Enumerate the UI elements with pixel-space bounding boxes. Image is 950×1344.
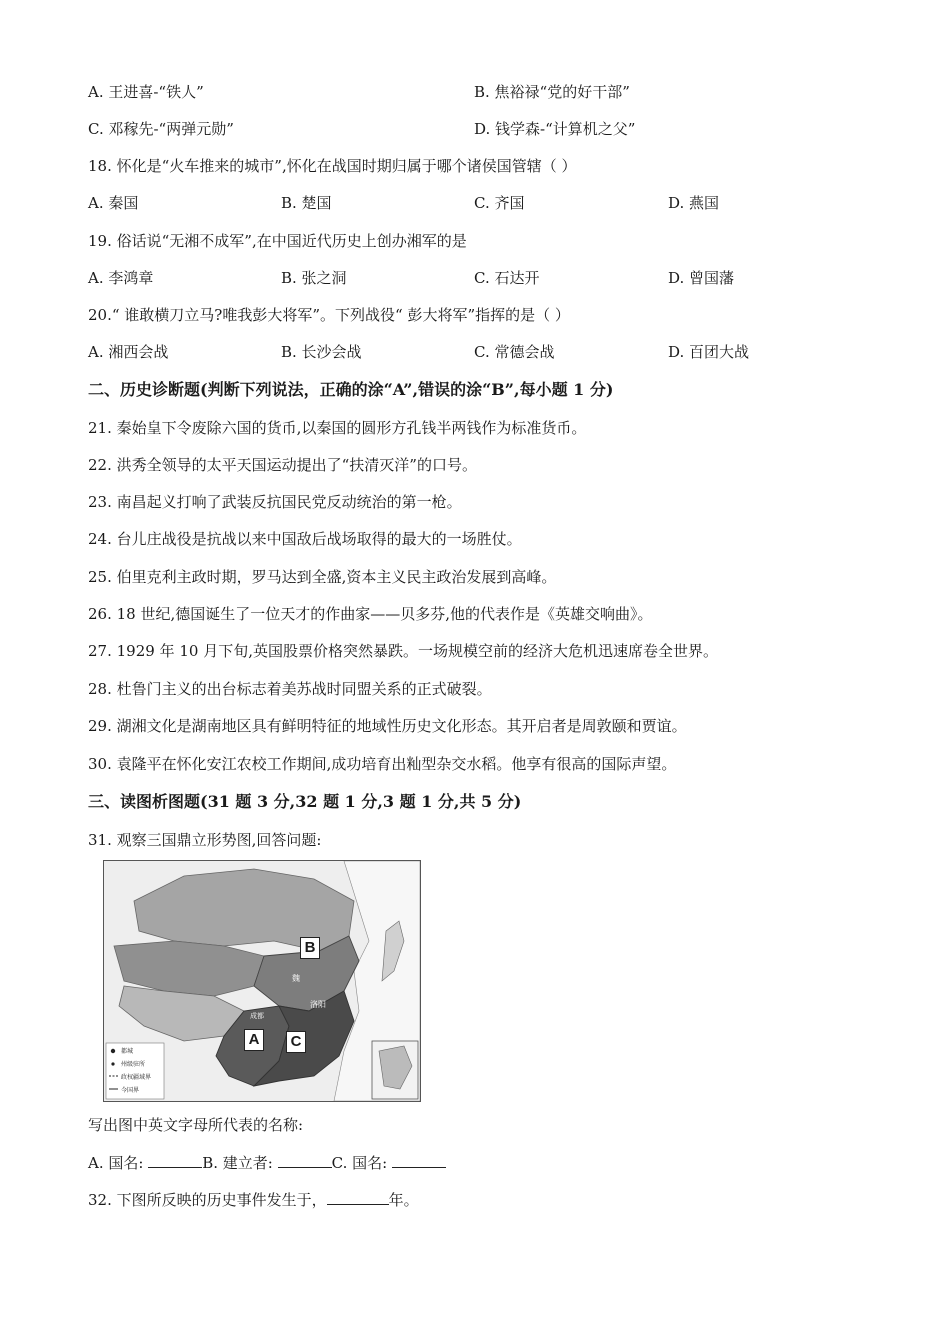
map-label-a: A	[244, 1029, 264, 1051]
q20-option-c: C. 常德会战	[474, 343, 555, 361]
q31-fill-c-label: C. 国名:	[331, 1154, 388, 1172]
judgment-21: 21. 秦始皇下令废除六国的货币,以秦国的圆形方孔钱半两钱作为标准货币。	[88, 419, 587, 437]
map-legend-seat: 州级驻所	[121, 1061, 146, 1068]
q19-option-a: A. 李鸿章	[88, 269, 154, 287]
judgment-24: 24. 台儿庄战役是抗战以来中国敌后战场取得的最大的一场胜仗。	[88, 530, 522, 548]
q31-fill-a-label: A. 国名:	[88, 1154, 144, 1172]
three-kingdoms-map	[103, 860, 421, 1102]
q17-option-b: B. 焦裕禄“党的好干部”	[474, 83, 630, 101]
q18-option-c: C. 齐国	[474, 194, 525, 212]
q31-fill-b-label: B. 建立者:	[202, 1154, 273, 1172]
q19-option-b: B. 张之洞	[281, 269, 347, 287]
q18-option-d: D. 燕国	[668, 194, 720, 212]
section-3-heading: 三、读图析图题(31 题 3 分,32 题 1 分,3 题 1 分,共 5 分)	[88, 792, 522, 811]
q17-option-d: D. 钱学森-“计算机之父”	[474, 120, 636, 138]
q32-stem-row	[88, 1190, 419, 1210]
q32-year-blank[interactable]	[327, 1190, 389, 1205]
q18-stem: 18. 怀化是“火车推来的城市”,怀化在战国时期归属于哪个诸侯国管辖（ ）	[88, 157, 577, 175]
q19-option-c: C. 石达开	[474, 269, 540, 287]
q31-stem: 31. 观察三国鼎立形势图,回答问题:	[88, 831, 322, 849]
q20-option-d: D. 百团大战	[668, 343, 750, 361]
q17-option-c: C. 邓稼先-“两弹元勋”	[88, 120, 234, 138]
judgment-22: 22. 洪秀全领导的太平天国运动提出了“扶清灭洋”的口号。	[88, 456, 477, 474]
map-legend-capital: 都城	[121, 1048, 134, 1055]
q20-stem: 20.“ 谁敢横刀立马?唯我彭大将军”。下列战役“ 彭大将军”指挥的是（ ）	[88, 306, 570, 324]
map-text-chengdu: 成都	[250, 1012, 264, 1020]
map-svg	[104, 861, 420, 1101]
judgment-29: 29. 湖湘文化是湖南地区具有鲜明特征的地域性历史文化形态。其开启者是周敦颐和贾谊。	[88, 717, 687, 735]
q18-option-b: B. 楚国	[281, 194, 332, 212]
map-text-wei: 魏	[292, 974, 300, 983]
q19-option-d: D. 曾国藩	[668, 269, 735, 287]
judgment-26: 26. 18 世纪,德国诞生了一位天才的作曲家——贝多芬,他的代表作是《英雄交响曲》。	[88, 605, 653, 623]
q19-stem: 19. 俗话说“无湘不成军”,在中国近代历史上创办湘军的是	[88, 232, 467, 250]
judgment-28: 28. 杜鲁门主义的出台标志着美苏战时同盟关系的正式破裂。	[88, 680, 492, 698]
q20-option-b: B. 长沙会战	[281, 343, 362, 361]
q31-fill-a-blank[interactable]	[148, 1153, 202, 1168]
q20-option-a: A. 湘西会战	[88, 343, 169, 361]
q31-instruction: 写出图中英文字母所代表的名称:	[88, 1116, 304, 1134]
map-label-c: C	[286, 1031, 306, 1053]
q32-stem-after: 年。	[388, 1191, 419, 1209]
q31-fill-c-blank[interactable]	[392, 1153, 446, 1168]
section-2-heading: 二、历史诊断题(判断下列说法，正确的涂“A”,错误的涂“B”,每小题 1 分)	[88, 380, 614, 399]
q31-fill-row	[88, 1153, 446, 1173]
map-legend-regime: 政权疆域界	[121, 1074, 152, 1081]
map-text-luoyang: 洛阳	[310, 1000, 326, 1009]
map-label-b: B	[300, 937, 320, 959]
map-legend-border: 今国界	[121, 1087, 140, 1094]
q32-stem-before: 32. 下图所反映的历史事件发生于，	[88, 1191, 327, 1209]
judgment-23: 23. 南昌起义打响了武装反抗国民党反动统治的第一枪。	[88, 493, 462, 511]
q18-option-a: A. 秦国	[88, 194, 139, 212]
q31-fill-b-blank[interactable]	[278, 1153, 332, 1168]
judgment-30: 30. 袁隆平在怀化安江农校工作期间,成功培育出籼型杂交水稻。他享有很高的国际声望。	[88, 755, 677, 773]
q17-option-a: A. 王进喜-“铁人”	[88, 83, 204, 101]
judgment-27: 27. 1929 年 10 月下旬,英国股票价格突然暴跌。一场规模空前的经济大危机迅速席卷全世界。	[88, 642, 718, 660]
judgment-25: 25. 伯里克利主政时期，罗马达到全盛,资本主义民主政治发展到高峰。	[88, 568, 557, 586]
